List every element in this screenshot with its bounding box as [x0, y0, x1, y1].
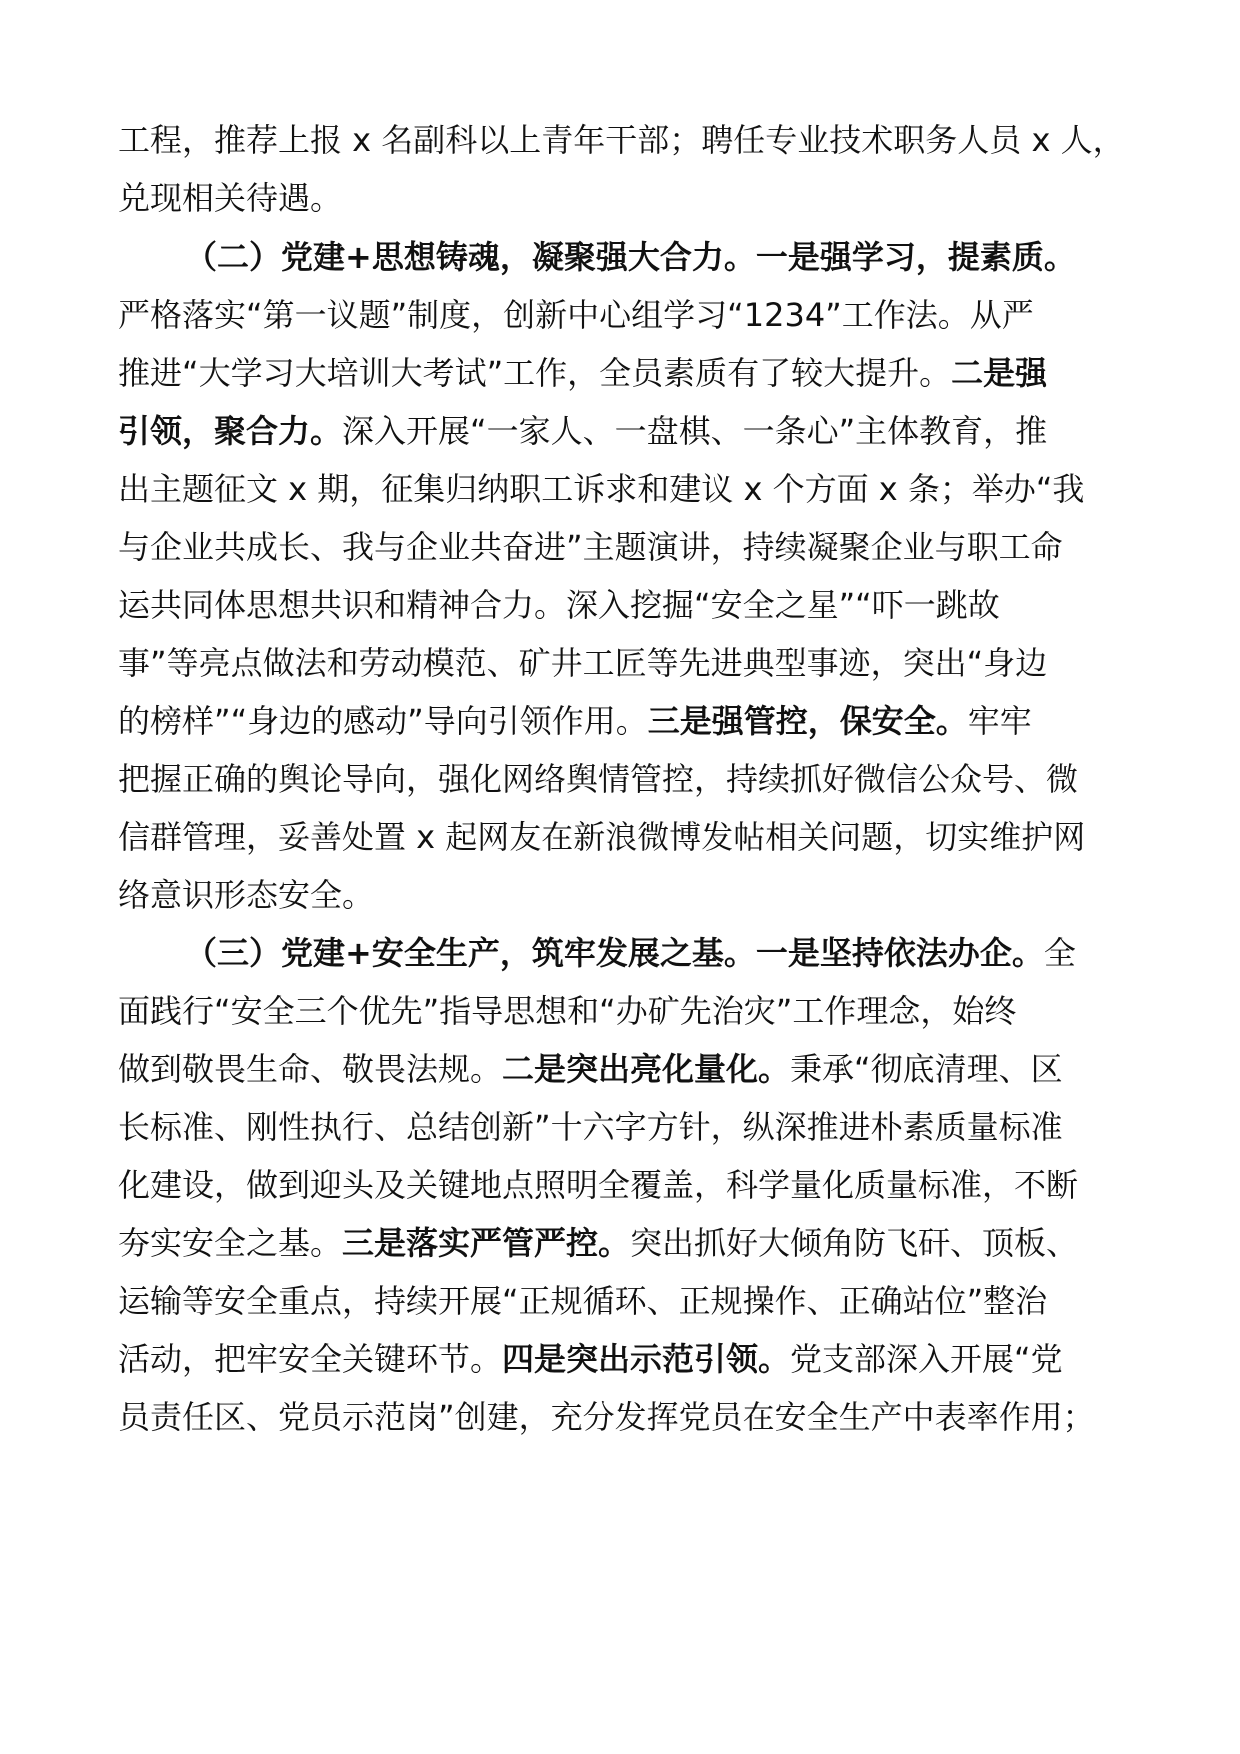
- paragraph-line: [118, 525, 1063, 569]
- paragraph-line: [118, 467, 1084, 511]
- text-run: 运共同体思想共识和精神合力。深入挖掘“安全之星”“吓一跳故: [118, 586, 1000, 624]
- bold-run: 三是强管控，保安全。: [647, 702, 968, 740]
- paragraph-line: [118, 757, 1078, 801]
- text-run: 事”等亮点做法和劳动模范、矿井工匠等先进典型事迹，突出“身边: [118, 644, 1048, 682]
- text-run: 面践行“安全三个优先”指导思想和“办矿先治灾”工作理念，始终: [118, 992, 1017, 1030]
- bold-run: 三是落实严管严控。: [342, 1224, 631, 1262]
- text-run: 推进“大学习大培训大考试”工作，全员素质有了较大提升。: [118, 354, 952, 392]
- paragraph-line: [118, 815, 1085, 859]
- text-run: 把握正确的舆论导向，强化网络舆情管控，持续抓好微信公众号、微: [118, 760, 1079, 798]
- paragraph-line: [118, 1163, 1078, 1207]
- text-run: 出主题征文 x 期，征集归纳职工诉求和建议 x 个方面 x 条；举办“我: [118, 470, 1085, 508]
- text-run: 深入开展“一家人、一盘棋、一条心”主体教育，推: [342, 412, 1048, 450]
- paragraph-line: [118, 641, 1047, 685]
- bold-heading-run: （三）党建+安全生产，筑牢发展之基。一是坚持依法办企。: [185, 934, 1044, 972]
- bold-run: 二是强: [951, 354, 1048, 392]
- paragraph-line: [118, 293, 1034, 337]
- paragraph-line: [118, 176, 342, 220]
- text-run: 信群管理，妥善处置 x 起网友在新浪微博发帖相关问题，切实维护网: [118, 818, 1086, 856]
- paragraph-line: [118, 989, 1016, 1033]
- text-run: 与企业共成长、我与企业共奋进”主题演讲，持续凝聚企业与职工命: [118, 528, 1063, 566]
- text-run: 做到敬畏生命、敬畏法规。: [118, 1050, 503, 1088]
- text-run: 兑现相关待遇。: [118, 179, 343, 217]
- paragraph-line: [118, 1337, 1063, 1381]
- paragraph-line: [118, 1279, 1047, 1323]
- text-run: 长标准、刚性执行、总结创新”十六字方针，纵深推进朴素质量标准: [118, 1108, 1063, 1146]
- paragraph-line: [118, 351, 1047, 395]
- paragraph-line: [118, 1105, 1063, 1149]
- paragraph-line: [118, 409, 1047, 453]
- section-heading-line: [185, 931, 1076, 975]
- bold-heading-run: （二）党建+思想铸魂，凝聚强大合力。一是强学习，提素质。: [185, 238, 1076, 276]
- text-run: 严格落实“第一议题”制度，创新中心组学习“1234”工作法。从严: [118, 296, 1034, 334]
- text-run: 的榜样”“身边的感动”导向引领作用。: [118, 702, 648, 740]
- text-run: 工程，推荐上报 x 名副科以上青年干部；聘任专业技术职务人员 x 人，: [118, 121, 1125, 159]
- bold-run: 二是突出亮化量化。: [502, 1050, 791, 1088]
- text-run: 突出抓好大倾角防飞矸、顶板、: [630, 1224, 1079, 1262]
- paragraph-line: [118, 1047, 1063, 1091]
- text-run: 全: [1043, 934, 1076, 972]
- paragraph-line: [118, 699, 1032, 743]
- paragraph-line: [118, 1221, 1078, 1265]
- text-run: 员责任区、党员示范岗”创建，充分发挥党员在安全生产中表率作用；: [118, 1398, 1095, 1436]
- paragraph-line: [118, 118, 1125, 162]
- text-run: 牢牢: [967, 702, 1032, 740]
- text-run: 活动，把牢安全关键环节。: [118, 1340, 503, 1378]
- section-heading-line: [185, 235, 1076, 279]
- text-run: 秉承“彻底清理、区: [790, 1050, 1063, 1088]
- paragraph-line: [118, 873, 374, 917]
- bold-run: 四是突出示范引领。: [502, 1340, 791, 1378]
- text-run: 夯实安全之基。: [118, 1224, 343, 1262]
- paragraph-line: [118, 1395, 1095, 1439]
- paragraph-line: [118, 583, 1000, 627]
- text-run: 络意识形态安全。: [118, 876, 375, 914]
- bold-run: 引领，聚合力。: [118, 412, 343, 450]
- text-run: 党支部深入开展“党: [790, 1340, 1063, 1378]
- text-run: 运输等安全重点，持续开展“正规循环、正规操作、正确站位”整治: [118, 1282, 1048, 1320]
- text-run: 化建设，做到迎头及关键地点照明全覆盖，科学量化质量标准，不断: [118, 1166, 1079, 1204]
